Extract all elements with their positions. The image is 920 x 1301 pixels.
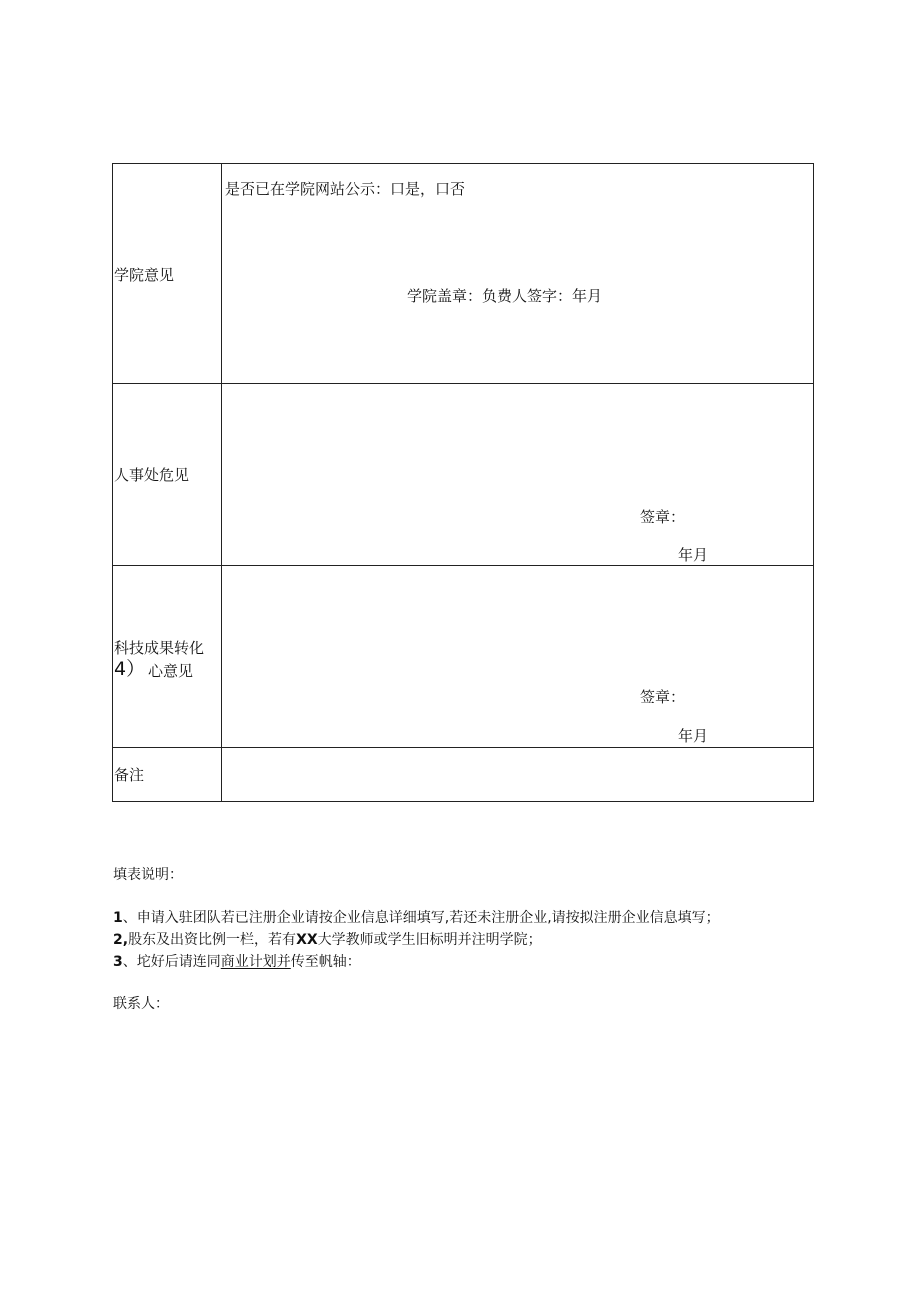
publicity-question: 是否已在学院网站公示：口是，口否: [225, 180, 466, 198]
label-cell: [113, 164, 222, 383]
row-college-opinion: [113, 164, 813, 384]
instruction-text: 大学教师或学生旧标明并注明学院；: [317, 932, 542, 948]
instruction-item-1: [113, 909, 720, 927]
hr-date-label: 年月: [678, 546, 709, 564]
instruction-text: 、坨好后请连同: [122, 954, 221, 970]
label-cell: [113, 566, 222, 747]
row-label-college-opinion: 学院意见: [114, 266, 175, 284]
content-cell-tech-transfer-opinion[interactable]: [222, 566, 813, 747]
instruction-number: 3: [113, 954, 123, 970]
instruction-text-underlined: 商业计划并: [220, 954, 291, 970]
instructions-heading: 填表说明：: [113, 867, 183, 883]
instruction-text: 股东及出资比例一栏，若有: [128, 932, 297, 948]
instruction-text-bold: XX: [296, 932, 318, 948]
label-cell: [113, 384, 222, 565]
instruction-item-3: [113, 953, 361, 971]
content-cell-hr-opinion[interactable]: [222, 384, 813, 565]
application-form-table: [112, 163, 814, 802]
instruction-text: 、申请入驻团队若已注册企业请按企业信息详细填写,若还未注册企业,请按拟注册企业信息填写；: [122, 910, 720, 926]
content-cell-remarks[interactable]: [222, 748, 813, 801]
row-hr-opinion: [113, 384, 813, 566]
row-remarks: [113, 748, 813, 801]
instruction-text: 传至帆轴：: [290, 954, 361, 970]
content-cell-college-opinion[interactable]: [222, 164, 813, 383]
row-tech-transfer-opinion: [113, 566, 813, 748]
tech-date-label: 年月: [678, 727, 709, 745]
instruction-number: 2,: [113, 932, 129, 948]
tech-stamp-label: 签章：: [640, 688, 686, 706]
row-label-hr-opinion: 人事处危见: [114, 466, 190, 484]
label-cell: [113, 748, 222, 801]
row-label-remarks: 备注: [114, 766, 145, 784]
instruction-number: 1: [113, 910, 123, 926]
row-label-tech-transfer-line1: 科技成果转化: [114, 639, 205, 657]
row-label-tech-transfer-number: 4）: [114, 658, 146, 680]
college-signature-line: 学院盖章：负费人签字：年月: [407, 287, 603, 305]
row-label-tech-transfer-line2: 心意见: [148, 662, 194, 680]
contact-person-label: 联系人：: [113, 996, 169, 1012]
instruction-item-2: [113, 931, 542, 949]
hr-stamp-label: 签章：: [640, 508, 686, 526]
